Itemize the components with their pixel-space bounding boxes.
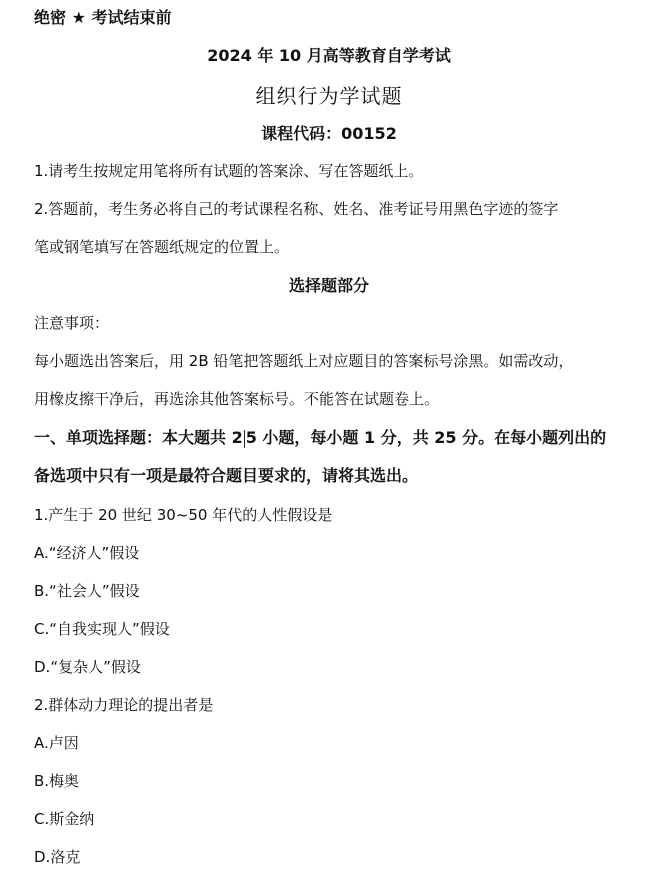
question-1-option-a: A.“经济人”假设	[34, 544, 140, 562]
part1-heading-post: 5 小题，每小题 1 分，共 25 分。在每小题列出的	[245, 428, 607, 447]
instruction-1: 1.请考生按规定用笔将所有试题的答案涂、写在答题纸上。	[34, 162, 424, 180]
part1-heading-pre: 一、单项选择题：本大题共 2	[34, 428, 243, 447]
confidential-label: 绝密 ★ 考试结束前	[34, 8, 172, 27]
course-code: 课程代码：00152	[261, 124, 397, 143]
instruction-2-line-1: 2.答题前，考生务必将自己的考试课程名称、姓名、准考证号用黑色字迹的签字	[34, 200, 559, 218]
text-cursor	[244, 430, 245, 448]
subject-title: 组织行为学试题	[255, 84, 403, 108]
notice-line-2: 用橡皮擦干净后，再选涂其他答案标号。不能答在试题卷上。	[34, 390, 440, 408]
question-1-stem: 1.产生于 20 世纪 30~50 年代的人性假设是	[34, 506, 333, 524]
question-1-option-c: C.“自我实现人”假设	[34, 620, 170, 638]
notice-line-1: 每小题选出答案后，用 2B 铅笔把答题纸上对应题目的答案标号涂黑。如需改动，	[34, 352, 574, 370]
question-2-stem: 2.群体动力理论的提出者是	[34, 696, 214, 714]
exam-title: 2024 年 10 月高等教育自学考试	[207, 46, 451, 65]
section-title: 选择题部分	[288, 276, 369, 295]
question-2-option-d: D.洛克	[34, 848, 81, 866]
instruction-2-line-2: 笔或钢笔填写在答题纸规定的位置上。	[34, 238, 290, 256]
question-1-option-b: B.“社会人”假设	[34, 582, 140, 600]
part1-heading-line-2: 备选项中只有一项是最符合题目要求的，请将其选出。	[34, 466, 419, 485]
question-2-option-c: C.斯金纳	[34, 810, 95, 828]
question-2-option-b: B.梅奥	[34, 772, 80, 790]
question-2-option-a: A.卢因	[34, 734, 79, 752]
question-1-option-d: D.“复杂人”假设	[34, 658, 141, 676]
part1-heading-line-1	[34, 428, 638, 448]
notice-label: 注意事项：	[34, 314, 110, 332]
